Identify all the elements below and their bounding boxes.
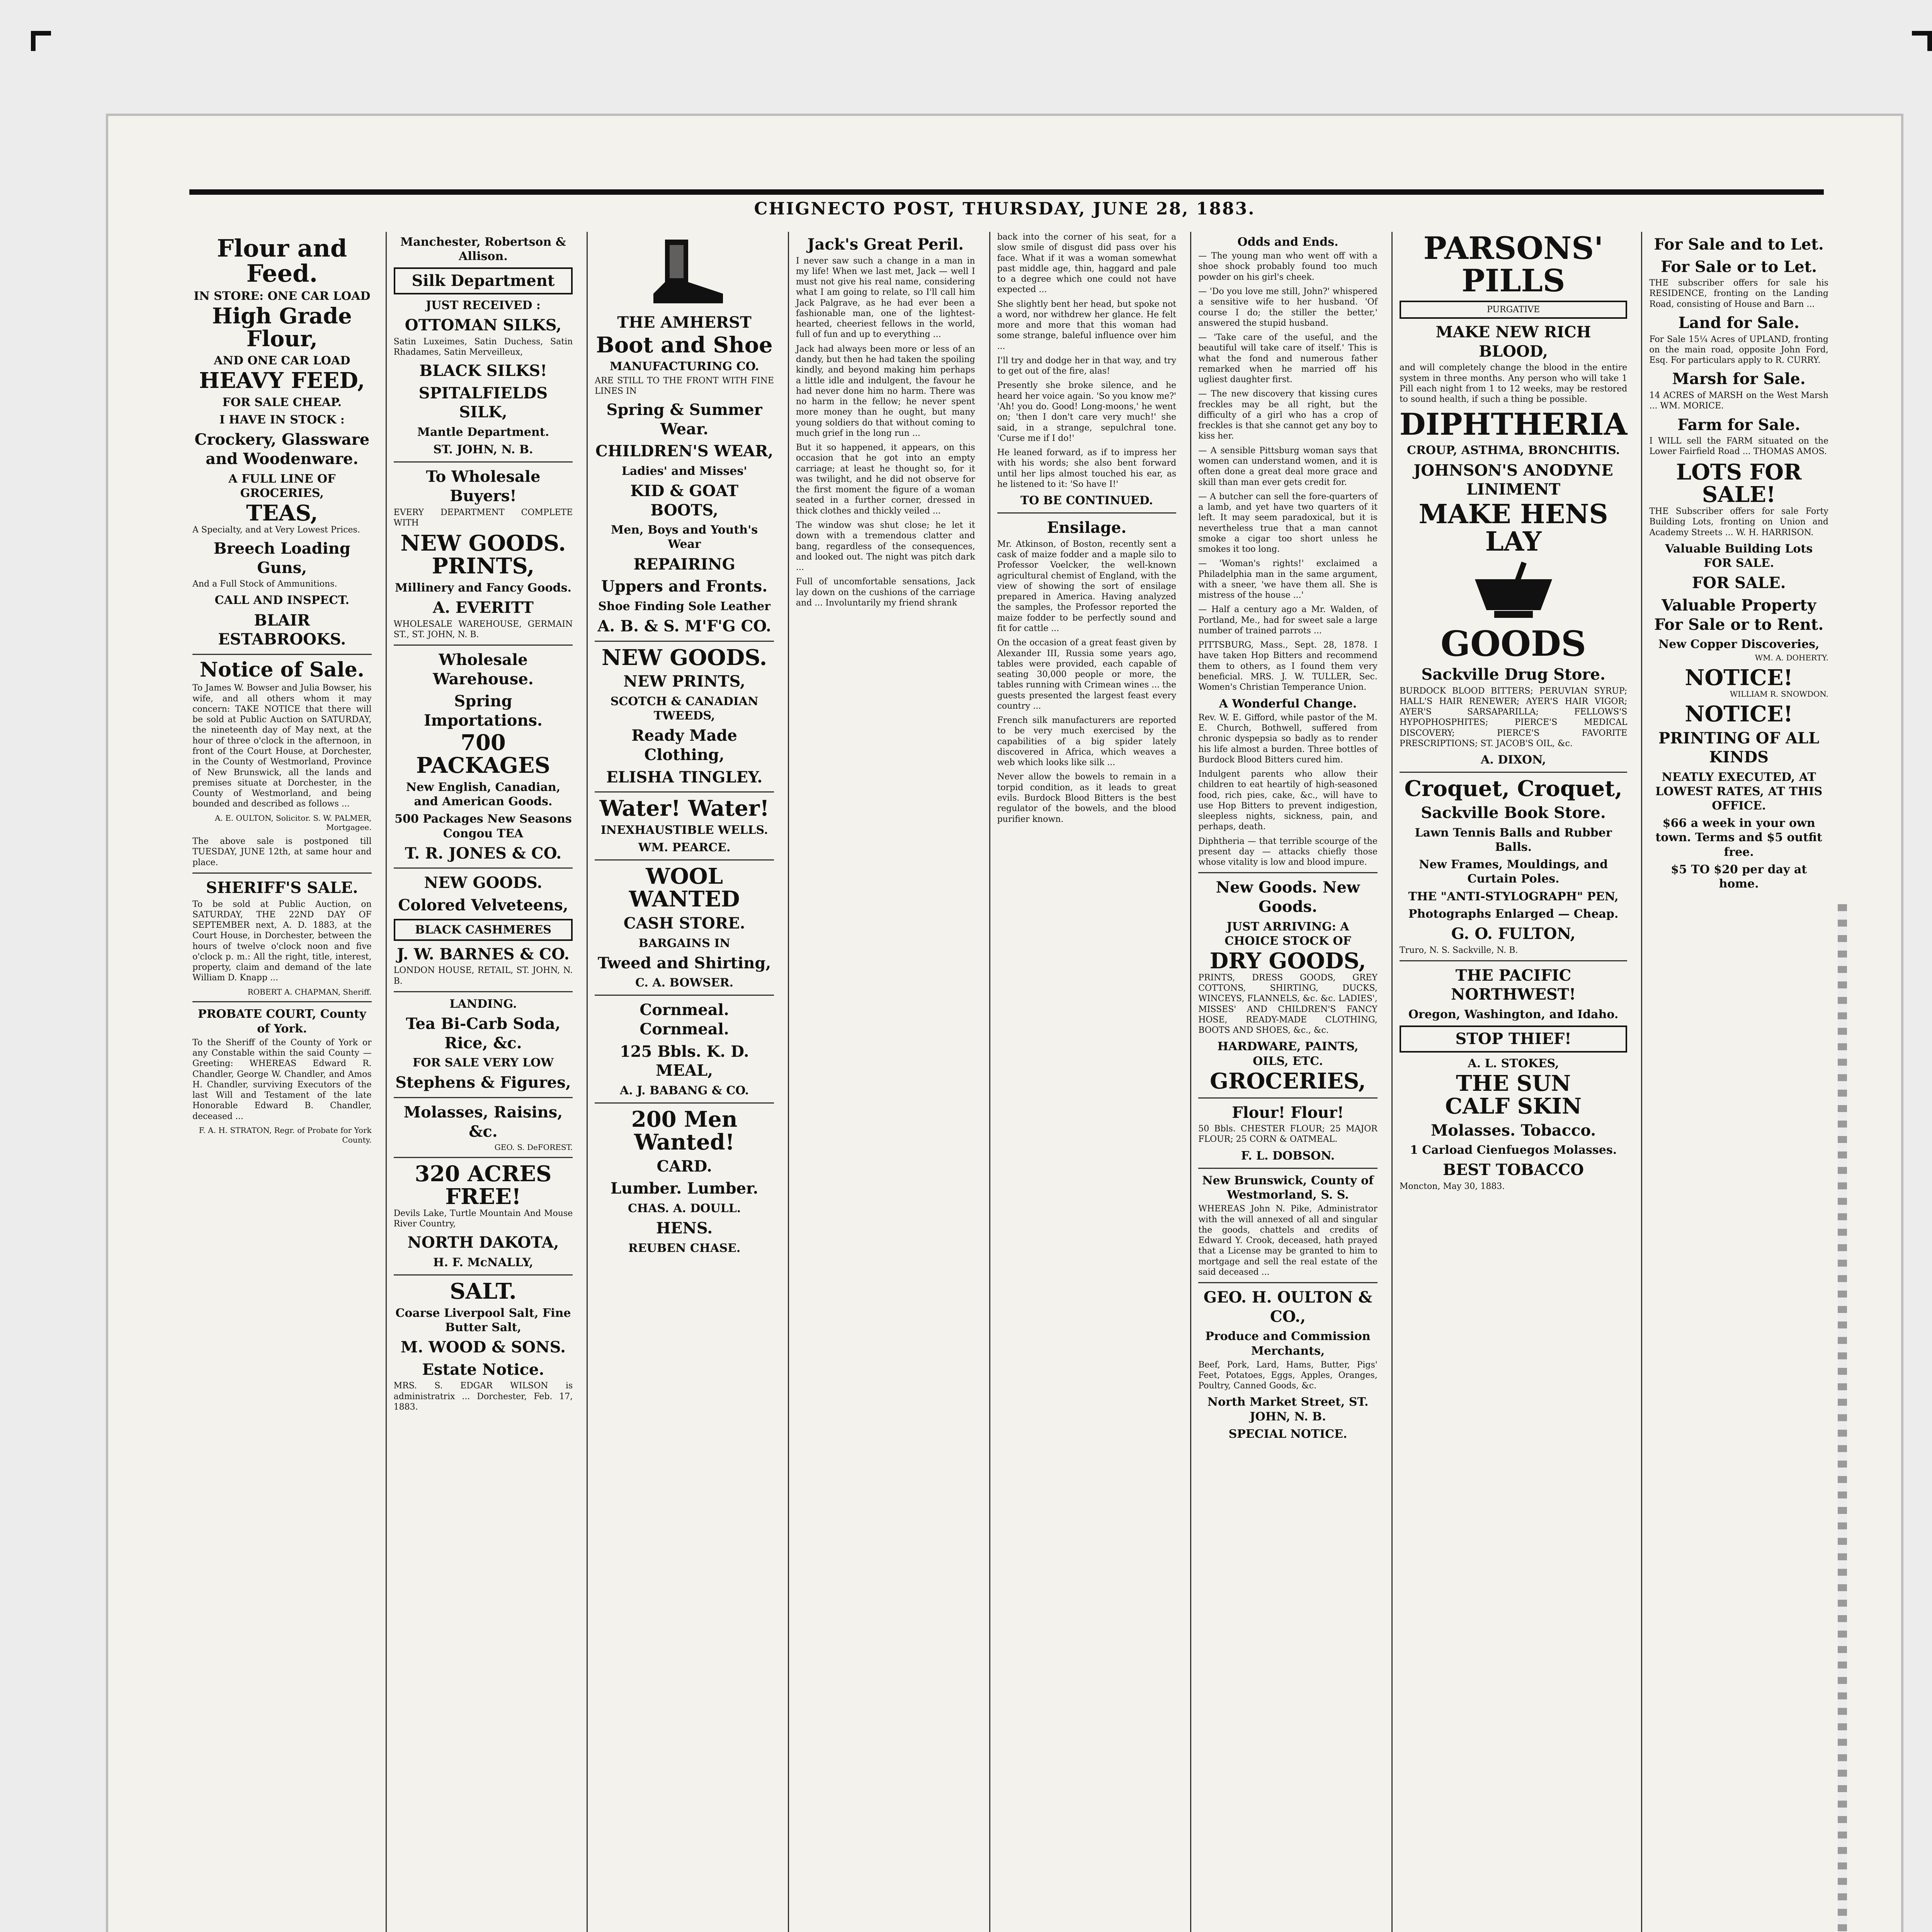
kd-meal: 125 Bbls. K. D. MEAL, <box>619 1042 749 1080</box>
pearce: WM. PEARCE. <box>638 841 731 855</box>
everitt: A. EVERITT <box>432 598 534 617</box>
oulton-co: GEO. H. OULTON & CO., <box>1203 1288 1372 1326</box>
story-para: Full of uncomfortable sensations, Jack lay down on the cushions of the carriage and ... Involuntarily my friend shrank <box>796 577 975 608</box>
for-sale: FOR SALE. <box>1692 574 1786 592</box>
flour-2: Flour! Flour! <box>1232 1103 1344 1122</box>
probate-title: PROBATE COURT, County of York. <box>198 1007 366 1036</box>
tweed-shirting: Tweed and Shirting, <box>597 954 771 972</box>
boot-shoe: Boot and Shoe <box>596 332 773 358</box>
north-dakota: NORTH DAKOTA, <box>407 1233 559 1252</box>
divider <box>595 859 774 861</box>
sale-low: FOR SALE VERY LOW <box>412 1056 554 1070</box>
odds-item: — The young man who went off with a shoe shock probably found too much powder on his girl's cheek. <box>1198 251 1378 282</box>
truro: Truro, N. S. Sackville, N. B. <box>1399 945 1518 955</box>
amherst: THE AMHERST <box>617 313 752 332</box>
cornmeal: Cornmeal. Cornmeal. <box>639 1001 729 1039</box>
packages: 700 PACKAGES <box>416 730 550 779</box>
cienfuegos: 1 Carload Cienfuegos Molasses. <box>1410 1143 1617 1157</box>
sackville-drug: Sackville Drug Store. <box>1421 665 1605 684</box>
teas: TEAS, <box>246 500 318 526</box>
spider-body: French silk manufacturers are reported to be very much exercised by the capabilities of a big spider lately discovered in Africa, which weaves a web which looks like silk ... <box>997 716 1177 768</box>
childrens-wear: CHILDREN'S WEAR, <box>595 442 774 461</box>
column-7 <box>1391 232 1634 1932</box>
blair-estabrooks: BLAIR ESTABROOKS. <box>218 611 346 649</box>
sale-or-let-body: THE subscriber offers for sale his RESIDENCE, fronting on the Landing Road, consisting of House and Barn ... <box>1649 278 1828 309</box>
story-para: The window was shut close; he let it down with a tremendous clatter and bang, regardless of the consequences, and looked out. The night was pitch dark ... <box>796 520 975 573</box>
parsons-pills: PARSONS' PILLS <box>1423 230 1604 299</box>
doherty: WM. A. DOHERTY. <box>1755 653 1828 663</box>
repairing: REPAIRING <box>633 555 735 573</box>
ottoman-silks: OTTOMAN SILKS, <box>405 316 562 335</box>
shoe-finding: Shoe Finding Sole Leather <box>598 599 771 613</box>
book-store: Sackville Book Store. <box>1421 804 1606 822</box>
teas-sub: A Specialty, and at Very Lowest Prices. <box>192 525 360 535</box>
english-goods: New English, Canadian, and American Goods. <box>406 781 561 809</box>
heavy-feed: HEAVY FEED, <box>199 368 365 394</box>
lawn-tennis: Lawn Tennis Balls and Rubber Balls. <box>1415 826 1612 854</box>
divider <box>394 1157 573 1158</box>
johnson-liniment: JOHNSON'S ANODYNE LINIMENT <box>1413 461 1613 499</box>
valuable-property: Valuable Property For Sale or to Rent. <box>1654 596 1824 634</box>
dry-goods: DRY GOODS, <box>1209 948 1366 974</box>
printing: PRINTING OF ALL KINDS <box>1658 729 1820 767</box>
i-have-in-stock: I HAVE IN STOCK : <box>219 413 345 427</box>
still-front: ARE STILL TO THE FRONT WITH FINE LINES IN <box>595 376 774 396</box>
special-notice: SPECIAL NOTICE. <box>1228 1427 1347 1441</box>
printing-sub: NEATLY EXECUTED, AT LOWEST RATES, AT THIS OFFICE. <box>1655 770 1823 813</box>
everitt-sub: WHOLESALE WAREHOUSE, GERMAIN ST., ST. JOHN, N. B. <box>393 619 573 639</box>
day-ad: $5 TO $20 per day at home. <box>1671 862 1807 891</box>
oregon: Oregon, Washington, and Idaho. <box>1408 1008 1619 1021</box>
just-received: JUST RECEIVED : <box>425 298 541 312</box>
and-one-car: AND ONE CAR LOAD <box>214 354 350 367</box>
stokes: A. L. STOKES, <box>1468 1056 1559 1070</box>
story-para: He leaned forward, as if to impress her with his words; she also bent forward until her lips almost touched his ear, as he listened to it: 'So have I!' <box>997 448 1177 489</box>
divider <box>1198 872 1378 873</box>
column-1 <box>185 232 379 1932</box>
landing: LANDING. <box>449 997 517 1011</box>
just-arriving: JUST ARRIVING: A CHOICE STOCK OF <box>1225 920 1351 948</box>
st-john: ST. JOHN, N. B. <box>433 443 533 457</box>
mcnally: H. F. McNALLY, <box>433 1255 533 1269</box>
odds-item: — 'Do you love me still, John?' whispered a sensitive wife to her husband. 'Of course I do; the stiller the better,' answered the stupid husband. <box>1198 286 1378 328</box>
odds-item: — 'Woman's rights!' exclaimed a Philadelphia man in the same argument, with a sneer, 'we have them all. She is mistress of the house ...' <box>1198 559 1378 600</box>
story-para: I'll try and dodge her in that way, and try to get out of the fire, alas! <box>997 355 1177 376</box>
torn-edge <box>1838 904 1847 1932</box>
flour-list: 50 Bbls. CHESTER FLOUR; 25 MAJOR FLOUR; 25 CORN & OATMEAL. <box>1198 1124 1378 1145</box>
sheriff-signature: ROBERT A. CHAPMAN, Sheriff. <box>247 987 372 997</box>
pacific-northwest: THE PACIFIC NORTHWEST! <box>1451 966 1576 1004</box>
tingley: ELISHA TINGLEY. <box>606 768 763 786</box>
sheriff-body: To be sold at Public Auction, on SATURDAY, THE 22ND DAY OF SEPTEMBER next, A. D. 1883, at the Court House, in Dorchester, between the hours of twelve o'clock noon and five o'clock p. m.: All the right, title, interest, property, claim and demand of the late William D. Knapp ... <box>192 899 372 983</box>
moncton-date: Moncton, May 30, 1883. <box>1399 1181 1505 1191</box>
crop-mark-top-left <box>31 31 51 51</box>
probate-body: To the Sheriff of the County of York or any Constable within the said County — Greeting: WHEREAS Edward R. Chandler, George W. Chandler, and Amos H. Chandler, surviving Executors of the last Will and Testament of the late Honorable Edward B. Chandler, deceased ... <box>192 1037 372 1121</box>
abs-co: A. B. & S. M'F'G CO. <box>597 617 771 636</box>
ensilage-body: Mr. Atkinson, of Boston, recently sent a cask of maize fodder and a maple silo to Professor Voelcker, the well-known agricultural chemist of England, with the view of showing the sort of ensilage prepared in America. Having analyzed the samples, the Professor reported the maize fodder to be perfectly sound and fit for cattle ... <box>997 539 1177 634</box>
new-goods-title: New Goods. New Goods. <box>1216 878 1360 916</box>
farm-for-sale: Farm for Sale. <box>1677 415 1801 434</box>
flour-feed-heading: Flour and Feed. <box>217 234 347 288</box>
manchester-firm: Manchester, Robertson & Allison. <box>400 235 566 264</box>
columns <box>185 232 1835 1932</box>
wells: INEXHAUSTIBLE WELLS. <box>600 823 768 837</box>
postponed: The above sale is postponed till TUESDAY, JUNE 12th, at same hour and place. <box>192 837 372 867</box>
wholesale-buyers: To Wholesale Buyers! <box>426 468 541 505</box>
story-para: But it so happened, it appears, on this occasion that he got into an empty carriage; at least he thought so, for it was twilight, and he did not observe for the first moment the figure of a woman seated in a further corner, dressed in thick clothes and thickly veiled ... <box>796 443 975 516</box>
week-ad: $66 a week in your own town. Terms and $5 outfit free. <box>1655 816 1822 859</box>
story-para: She slightly bent her head, but spoke not a word, nor withdrew her glance. He felt more and more that this woman had some strange, baleful influence over him ... <box>997 299 1177 351</box>
copper: New Copper Discoveries, <box>1658 638 1820 651</box>
divider <box>997 512 1177 514</box>
divider <box>394 645 573 646</box>
croup: CROUP, ASTHMA, BRONCHITIS. <box>1407 444 1620 457</box>
story-title: Jack's Great Peril. <box>807 235 964 253</box>
story-para: Jack had always been more or less of an dandy, but then he had taken the spoiling kindly, and beyond making him perhaps a little idle and indulgent, the favour he had never done him no harm. There was no harm in the fellow; he never spent more money than he ought, but many young soldiers do that without coming to much grief in the long run ... <box>796 344 975 438</box>
produce: Produce and Commission Merchants, <box>1205 1330 1371 1358</box>
odds-item: — A sensible Pittsburg woman says that women can understand women, and it is often done a great deal more grace and skill than man ever gets credit for. <box>1198 446 1378 487</box>
divider <box>595 1102 774 1104</box>
burdock-list: BURDOCK BLOOD BITTERS; PERUVIAN SYRUP; HALL'S HAIR RENEWER; AYER'S HAIR VIGOR; AYER'S SARSAPARILLA; FELLOWS'S HYPOPHOSPHITES; PIERCE'S MEDICAL DISCOVERY; PIERCE'S FAVORITE PRESCRIPTIONS; ST. JACOB'S OIL, &c. <box>1399 686 1628 748</box>
pittsburg: PITTSBURG, Mass., Sept. 28, 1878. I have taken Hop Bitters and recommend them to others, as I found them very beneficial. MRS. J. W. TULLER, Sec. Women's Christian Temperance Union. <box>1198 640 1378 692</box>
column-8 <box>1641 232 1835 1932</box>
in-store: IN STORE: ONE CAR LOAD <box>194 289 371 303</box>
photographs: Photographs Enlarged — Cheap. <box>1408 907 1619 921</box>
odds-item: — A butcher can sell the fore-quarters of a lamb, and yet have two quarters of it left. It may seem paradoxical, but it is nevertheless true that a man cannot smoke a cigar too short unless he smokes it too long. <box>1198 492 1378 554</box>
notice-2: NOTICE! <box>1685 701 1793 727</box>
devils-lake: Devils Lake, Turtle Mountain And Mouse River Country, <box>393 1208 573 1229</box>
ammo: And a Full Stock of Ammunitions. <box>192 579 337 589</box>
dry-list: PRINTS, DRESS GOODS, GREY COTTONS, SHIRTING, DUCKS, WINCEYS, FLANNELS, &c. &c. LADIES', MISSES' AND CHILDREN'S FANCY HOSE, READY-MADE CLOTHING, BOOTS AND SHOES, &c., &c. <box>1198 973 1378 1036</box>
divider <box>394 867 573 869</box>
divider <box>1400 772 1628 773</box>
stop-thief: STOP THIEF! <box>1400 1026 1628 1053</box>
doull: CHAS. A. DOULL. <box>628 1201 741 1215</box>
dixon: A. DIXON, <box>1481 753 1546 767</box>
county-body: WHEREAS John N. Pike, Administrator with the will annexed of all and singular the goods, chattels and credits of Edward Y. Crook, deceased, hath prayed that a License may be granted to him to mortgage and sell the real estate of the said deceased ... <box>1198 1204 1378 1277</box>
divider <box>1198 1168 1378 1169</box>
divider <box>192 1001 372 1002</box>
bowser: C. A. BOWSER. <box>635 976 734 990</box>
divider <box>595 995 774 996</box>
divider <box>595 641 774 642</box>
marsh-body: 14 ACRES of MARSH on the West Marsh ... WM. MORICE. <box>1649 390 1828 411</box>
groceries-line: A FULL LINE OF GROCERIES, <box>228 472 336 500</box>
notice-of-sale: Notice of Sale. <box>199 658 364 682</box>
parsons-body: and will completely change the blood in the entire system in three months. Any person who will take 1 Pill each night from 1 to 12 weeks, may be restored to sound health, if such a thing be possible. <box>1399 363 1628 405</box>
call-inspect: CALL AND INSPECT. <box>214 594 349 607</box>
wonderful-body: Rev. W. E. Gifford, while pastor of the M. E. Church, Bothwell, suffered from chronic dyspepsia so badly as to render his life almost a burden. Three bottles of Burdock Blood Bitters cured him. <box>1198 713 1378 765</box>
silk-department: Silk Department <box>394 267 573 294</box>
divider <box>394 1274 573 1276</box>
divider <box>394 461 573 463</box>
divider <box>394 1097 573 1098</box>
goods-heading: GOODS <box>1440 623 1586 664</box>
cash-store: CASH STORE. <box>623 914 745 932</box>
rich-blood: MAKE NEW RICH BLOOD, <box>1435 323 1591 361</box>
estate-notice: Estate Notice. <box>422 1360 544 1379</box>
mortar-pestle-icon <box>1459 560 1568 622</box>
story-para: Presently she broke silence, and he heard her voice again. 'So you know me?' 'Ah! you do. Good! Long-moons,' he went on; 'then I don't care very much!' she said, in a strange, sepulchral tone. 'Curse me if I do!' <box>997 381 1177 443</box>
mfg-co: MANUFACTURING CO. <box>609 360 759 374</box>
hens: HENS. <box>656 1219 713 1238</box>
purgative-badge: PURGATIVE <box>1400 301 1628 319</box>
men-wanted: 200 Men Wanted! <box>631 1107 738 1155</box>
spring-importations: Spring Importations. <box>423 692 543 730</box>
odds-item: — 'Take care of the useful, and the beautiful will take care of itself.' This is what the fond and numerous father remarked when he married off his ugliest daughter first. <box>1198 333 1378 385</box>
ensilage-title: Ensilage. <box>1047 519 1127 537</box>
column-4 <box>788 232 982 1932</box>
the-sun: THE SUN <box>1456 1070 1571 1096</box>
every-dept: EVERY DEPARTMENT COMPLETE WITH <box>393 507 573 528</box>
newspaper-page <box>108 116 1901 1932</box>
spring-summer: Spring & Summer Wear. <box>606 401 762 438</box>
crockery: Crockery, Glassware and Woodenware. <box>194 430 370 468</box>
card: CARD. <box>656 1157 712 1175</box>
notice-signature: A. E. OULTON, Solicitor. S. W. PALMER, Mortgagee. <box>214 813 372 832</box>
fulton: G. O. FULTON, <box>1451 924 1576 943</box>
mantle-dept: Mantle Department. <box>417 425 549 439</box>
new-goods-2: NEW GOODS. <box>424 874 543 892</box>
farm-body: I WILL sell the FARM situated on the Lower Fairfield Road ... THOMAS AMOS. <box>1649 436 1828 457</box>
new-goods: NEW GOODS. <box>400 531 566 556</box>
tweeds: SCOTCH & CANADIAN TWEEDS, <box>610 695 759 723</box>
divider <box>1198 1097 1378 1099</box>
odds-item: — The new discovery that kissing cures freckles may be all right, but the difficulty of a girl who has a crop of freckles is that she cannot get any boy to kiss her. <box>1198 389 1378 441</box>
diphtheria: DIPHTHERIA <box>1399 406 1628 442</box>
odds-item: — Half a century ago a Mr. Walden, of Portland, Me., had for sweet sale a large number of trained parrots ... <box>1198 605 1378 636</box>
anti-stylograph: THE "ANTI-STYLOGRAPH" PEN, <box>1408 889 1619 903</box>
molasses: Molasses, Raisins, &c. <box>403 1103 563 1141</box>
crop-mark-top-right <box>1912 31 1932 51</box>
croquet: Croquet, Croquet, <box>1404 776 1622 802</box>
land-body: For Sale 15¼ Acres of UPLAND, fronting on the main road, opposite John Ford, Esq. For particulars apply to R. CURRY. <box>1649 334 1828 366</box>
kid-goat: KID & GOAT BOOTS, <box>630 482 738 519</box>
sale-or-let: For Sale or to Let. <box>1661 257 1817 276</box>
babang: A. J. BABANG & CO. <box>620 1083 749 1097</box>
barnes-co: J. W. BARNES & CO. <box>397 945 570 963</box>
divider <box>394 991 573 992</box>
dobson: F. L. DOBSON. <box>1241 1149 1335 1163</box>
wool-wanted: WOOL WANTED <box>629 864 740 912</box>
acres-free: 320 ACRES FREE! <box>415 1161 552 1209</box>
county-title: New Brunswick, County of Westmorland, S. S. <box>1202 1173 1374 1202</box>
produce-list: Beef, Pork, Lard, Hams, Butter, Pigs' Feet, Potatoes, Eggs, Apples, Oranges, Poultry, Canned Goods, &c. <box>1198 1360 1378 1391</box>
black-silks: BLACK SILKS! <box>419 362 547 380</box>
estate-body: MRS. S. EDGAR WILSON is administratrix ... Dorchester, Feb. 17, 1883. <box>393 1381 573 1412</box>
odds-title: Odds and Ends. <box>1237 235 1338 249</box>
new-prints: NEW PRINTS, <box>623 672 745 691</box>
lots-body: THE Subscriber offers for sale Forty Building Lots, fronting on Union and Academy Streets ... W. H. HARRISON. <box>1649 507 1828 537</box>
tea-soda: Tea Bi-Carb Soda, Rice, &c. <box>406 1015 561 1052</box>
men-boys: Men, Boys and Youth's Wear <box>611 523 758 551</box>
satins: Satin Luxeimes, Satin Duchess, Satin Rhadames, Satin Merveilleux, <box>393 337 573 357</box>
make-hens-lay: MAKE HENS LAY <box>1418 498 1608 558</box>
column-2 <box>386 232 580 1932</box>
chase: REUBEN CHASE. <box>628 1241 741 1255</box>
diphtheria-note: Diphtheria — that terrible scourge of the present day — attacks chiefly those whose vitality is low and blood impure. <box>1198 836 1378 867</box>
uppers-fronts: Uppers and Fronts. <box>601 577 768 596</box>
notice-1: NOTICE! <box>1685 665 1793 691</box>
wholesale-warehouse: Wholesale Warehouse. <box>433 651 534 688</box>
boot-illustration <box>638 236 731 309</box>
column-6 <box>1190 232 1384 1932</box>
water: Water! Water! <box>599 796 769 821</box>
velveteens: Colored Velveteens, <box>398 896 568 914</box>
lots-for-sale: LOTS FOR SALE! <box>1676 459 1802 508</box>
land-for-sale: Land for Sale. <box>1678 313 1799 332</box>
story-para: I never saw such a change in a man in my life! When we last met, Jack — well I must not give his real name, considering what I am going to relate, so I'll call him Jack Palgrave, as he had ever been a fashionable man, one of the lightest-hearted, cheeriest fellows in the world, full of fun and up to everything ... <box>796 256 975 340</box>
wood-sons: M. WOOD & SONS. <box>400 1338 566 1357</box>
ready-made: Ready Made Clothing, <box>631 726 737 764</box>
spitalfields: SPITALFIELDS SILK, <box>418 384 548 422</box>
barnes-sub: LONDON HOUSE, RETAIL, ST. JOHN, N. B. <box>393 966 573 986</box>
story-para: back into the corner of his seat, for a slow smile of disgust did pass over his face. What if it was a woman somewhat past middle age, thin, haggard and pale to a degree which one could not have expected ... <box>997 232 1177 295</box>
column-5 <box>989 232 1184 1932</box>
molasses-tobacco: Molasses. Tobacco. <box>1430 1121 1596 1139</box>
groceries: GROCERIES, <box>1210 1068 1366 1094</box>
building-lots: Valuable Building Lots FOR SALE. <box>1665 542 1813 570</box>
burdock-body: Never allow the bowels to remain in a torpid condition, as it leads to great evils. Burdock Blood Bitters is the best regulator of the bowels, and the blood purifier known. <box>997 772 1177 824</box>
congou-tea: 500 Packages New Seasons Congou TEA <box>395 812 572 840</box>
for-sale-cheap: FOR SALE CHEAP. <box>222 395 342 409</box>
snowdon: WILLIAM R. SNOWDON. <box>1730 689 1828 699</box>
divider <box>1198 1282 1378 1283</box>
frames: New Frames, Mouldings, and Curtain Poles. <box>1419 858 1608 886</box>
notice-body: To James W. Bowser and Julia Bowser, his wife, and all others whom it may concern: TAKE NOTICE that there will be sold at Public Auction on SATURDAY, the nineteenth day of May next, at the hour of three o'clock in the afternoon, in front of the Court House, at Dorchester, in the County of Westmorland, Province of New Brunswick, all the lands and premises situate at Dorchester, in the County of Westmorland, and being bounded and described as follows ... <box>192 683 372 809</box>
best-tobacco: BEST TOBACCO <box>1443 1161 1584 1179</box>
salt: SALT. <box>450 1278 517 1304</box>
feast-body: On the occasion of a great feast given by Alexander III, Russia some years ago, tables were provided, each capable of seating 30,000 people or more, the tables running with Crimean wines ... the guests presented the largest feast every country ... <box>997 638 1177 711</box>
market: North Market Street, ST. JOHN, N. B. <box>1207 1395 1369 1423</box>
divider <box>192 654 372 655</box>
divider <box>1400 960 1628 961</box>
divider <box>192 872 372 874</box>
liverpool: Coarse Liverpool Salt, Fine Butter Salt, <box>395 1306 571 1334</box>
lumber: Lumber. Lumber. <box>610 1179 759 1198</box>
prints: PRINTS, <box>432 553 535 579</box>
stephens: Stephens & Figures, <box>395 1073 571 1092</box>
high-grade-flour: High Grade Flour, <box>212 303 352 352</box>
divider <box>595 791 774 793</box>
new-goods-3: NEW GOODS. <box>602 645 767 670</box>
wonderful-change: A Wonderful Change. <box>1219 697 1357 711</box>
to-be-continued: TO BE CONTINUED. <box>1020 494 1153 508</box>
deforest: GEO. S. DeFOREST. <box>494 1143 573 1152</box>
jones-co: T. R. JONES & CO. <box>405 844 562 862</box>
bargains: BARGAINS IN <box>638 936 730 950</box>
marsh-for-sale: Marsh for Sale. <box>1672 370 1806 388</box>
top-rule <box>189 189 1824 195</box>
breech-guns: Breech Loading Guns, <box>213 539 350 577</box>
calf-skin: CALF SKIN <box>1445 1093 1582 1119</box>
sheriffs-sale: SHERIFF'S SALE. <box>206 878 358 897</box>
cashmeres: BLACK CASHMERES <box>394 919 573 941</box>
millinery: Millinery and Fancy Goods. <box>395 581 571 595</box>
indulgent: Indulgent parents who allow their children to eat heartily of high-seasoned food, rich pies, cake, &c., will have to use Hop Bitters to prevent indigestion, sleepless nights, sickness, pain, and perhaps, death. <box>1198 769 1378 832</box>
column-3 <box>587 232 781 1932</box>
for-sale-let: For Sale and to Let. <box>1654 235 1824 253</box>
masthead: CHIGNECTO POST, THURSDAY, JUNE 28, 1883. <box>754 199 1255 219</box>
ladies-misses: Ladies' and Misses' <box>621 464 747 478</box>
hardware: HARDWARE, PAINTS, OILS, ETC. <box>1217 1040 1359 1068</box>
probate-signature: F. A. H. STRATON, Regr. of Probate for York County. <box>199 1125 372 1145</box>
